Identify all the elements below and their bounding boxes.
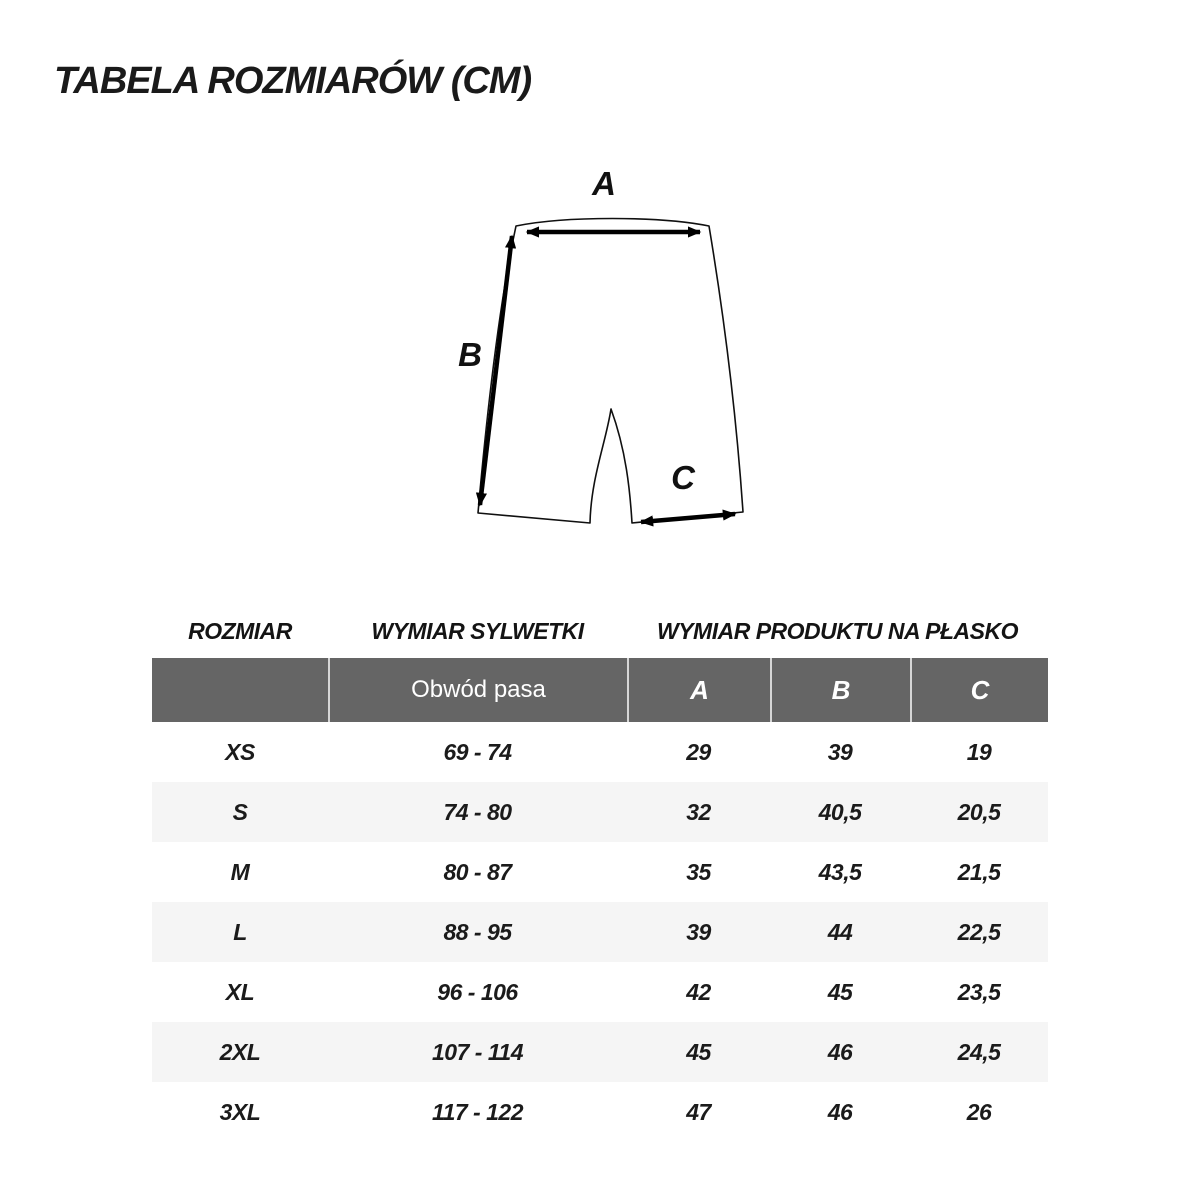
waist-cell: 107 - 114 xyxy=(432,1039,523,1065)
header-cell-a: A xyxy=(627,658,770,722)
table-row-xs xyxy=(152,722,1048,782)
c-cell: 23,5 xyxy=(957,979,1001,1005)
header-cell-waist: Obwód pasa xyxy=(328,658,627,722)
header-cell-c: C xyxy=(910,658,1048,722)
waist-cell: 80 - 87 xyxy=(443,859,512,885)
size-cell: L xyxy=(233,919,247,945)
size-cell: M xyxy=(230,859,250,885)
c-cell: 20,5 xyxy=(957,799,1001,825)
dim-label-c: C xyxy=(671,459,695,496)
a-cell: 39 xyxy=(686,919,711,945)
waist-cell: 74 - 80 xyxy=(443,799,512,825)
dim-label-b: B xyxy=(458,336,482,373)
shorts-diagram-svg xyxy=(440,150,770,560)
a-cell: 42 xyxy=(686,979,711,1005)
group-header-wymiar-produktu: WYMIAR PRODUKTU NA PŁASKO xyxy=(656,618,1019,644)
waist-cell: 117 - 122 xyxy=(432,1099,523,1125)
table-row-3xl xyxy=(152,1082,1048,1142)
table-row-s xyxy=(152,782,1048,842)
dim-label-a: A xyxy=(592,165,616,202)
b-cell: 39 xyxy=(827,739,853,765)
c-cell: 24,5 xyxy=(957,1039,1001,1065)
a-cell: 47 xyxy=(686,1099,711,1125)
c-cell: 19 xyxy=(966,739,992,765)
b-cell: 44 xyxy=(827,919,853,945)
c-cell: 21,5 xyxy=(957,859,1001,885)
size-cell: 2XL xyxy=(219,1039,261,1065)
table-row-2xl xyxy=(152,1022,1048,1082)
table-header-row xyxy=(152,658,1048,722)
header-cell-size xyxy=(152,658,328,722)
size-cell: 3XL xyxy=(219,1099,261,1125)
c-cell: 26 xyxy=(966,1099,992,1125)
group-header-wymiar-sylwetki: WYMIAR SYLWETKI xyxy=(371,618,584,644)
b-cell: 40,5 xyxy=(818,799,862,825)
page-title: TABELA ROZMIARÓW (CM) xyxy=(54,60,532,102)
size-cell: XS xyxy=(225,739,255,765)
header-cell-b: B xyxy=(770,658,910,722)
a-cell: 32 xyxy=(686,799,711,825)
group-header-rozmiar: ROZMIAR xyxy=(188,618,292,644)
a-cell: 45 xyxy=(686,1039,711,1065)
shorts-outline-icon xyxy=(478,219,743,524)
a-cell: 29 xyxy=(686,739,711,765)
table-row-m xyxy=(152,842,1048,902)
b-cell: 45 xyxy=(827,979,853,1005)
table-row-l xyxy=(152,902,1048,962)
table-row-xl xyxy=(152,962,1048,1022)
shorts-measurement-diagram xyxy=(440,150,770,560)
b-cell: 46 xyxy=(827,1039,853,1065)
size-cell: S xyxy=(232,799,248,825)
c-cell: 22,5 xyxy=(957,919,1001,945)
size-cell: XL xyxy=(225,979,255,1005)
b-cell: 46 xyxy=(827,1099,853,1125)
waist-cell: 96 - 106 xyxy=(437,979,518,1005)
waist-cell: 88 - 95 xyxy=(443,919,512,945)
size-table xyxy=(152,658,1048,1142)
a-cell: 35 xyxy=(686,859,711,885)
b-cell: 43,5 xyxy=(818,859,862,885)
waist-cell: 69 - 74 xyxy=(443,739,512,765)
